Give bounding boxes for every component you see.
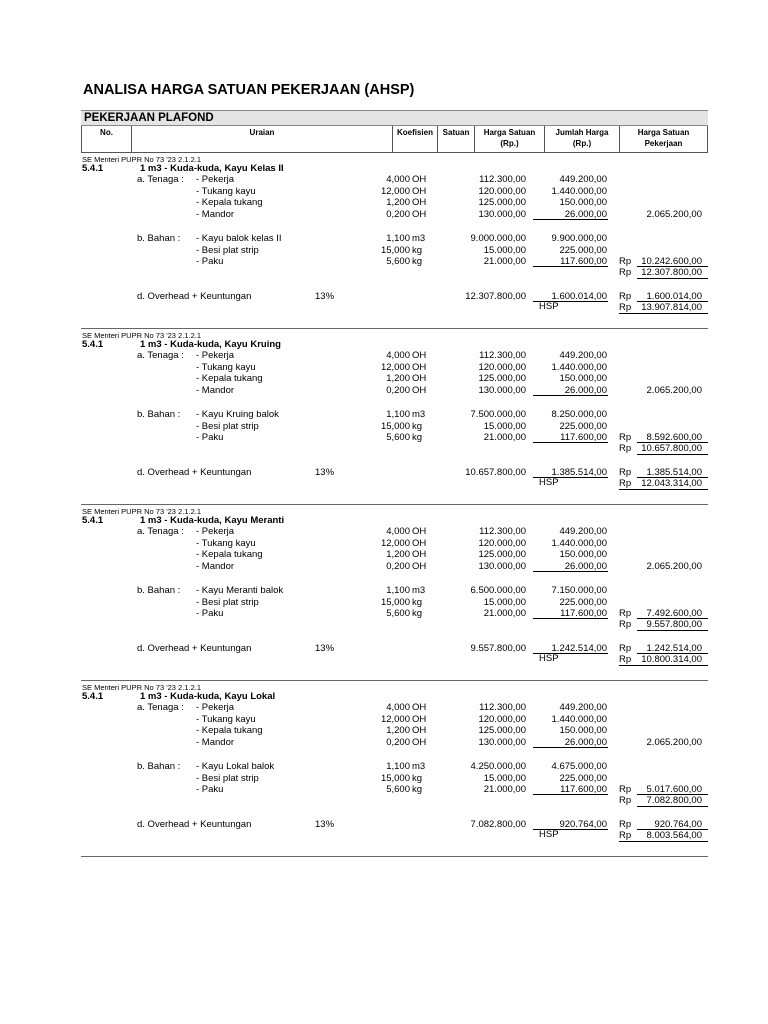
- tenaga-koef: 0,200: [386, 736, 410, 748]
- tenaga-koef: 0,200: [386, 560, 410, 572]
- analysis-section: [81, 153, 708, 329]
- tenaga-koef: 12,000: [380, 713, 410, 725]
- bahan-item: - Paku: [196, 784, 224, 796]
- tenaga-koef: 12,000: [380, 361, 410, 373]
- item-code: 5.4.1: [82, 515, 104, 526]
- tenaga-total: 2.065.200,00: [646, 209, 702, 220]
- tenaga-satuan: OH: [412, 725, 427, 737]
- tenaga-item: - Kepala tukang: [196, 549, 263, 561]
- underline: [533, 442, 608, 443]
- bahan-koef: 15,000: [380, 772, 410, 784]
- col-harga-satuan: Harga Satuan (Rp.): [474, 126, 544, 152]
- bahan-jumlah: 8.250.000,00: [551, 409, 607, 420]
- bahan-satuan: kg: [412, 420, 423, 432]
- bahan-koef: 15,000: [380, 420, 410, 432]
- tenaga-jumlah: 150.000,00: [559, 725, 607, 737]
- bahan-satuan: kg: [412, 608, 423, 620]
- tenaga-jumlah: 449.200,00: [559, 702, 607, 713]
- bahan-koef: 15,000: [380, 596, 410, 608]
- bahan-jumlah: 4.675.000,00: [551, 761, 607, 772]
- rp-label: Rp: [619, 784, 632, 795]
- bahan-jumlah: 225.000,00: [559, 244, 607, 256]
- tenaga-satuan: OH: [412, 185, 427, 197]
- tenaga-harga: 112.300,00: [479, 174, 526, 185]
- rp-label: Rp: [619, 608, 632, 619]
- underline: [637, 806, 708, 807]
- overhead-label: d. Overhead + Keuntungan: [137, 819, 252, 830]
- tenaga-harga: 130.000,00: [478, 208, 526, 220]
- bahan-satuan: kg: [412, 432, 423, 444]
- tenaga-koef: 4,000: [386, 350, 410, 361]
- overhead-percent: 13%: [315, 467, 335, 478]
- tenaga-koef: 12,000: [380, 537, 410, 549]
- bahan-item: - Paku: [196, 432, 224, 444]
- bahan-label: b. Bahan :: [137, 585, 181, 596]
- tenaga-satuan: OH: [412, 197, 427, 209]
- overhead-amount: 1.385.514,00: [551, 467, 607, 478]
- tenaga-label: a. Tenaga :: [137, 174, 184, 185]
- tenaga-item: - Kepala tukang: [196, 725, 263, 737]
- tenaga-item: - Tukang kayu: [196, 185, 256, 197]
- overhead-base: 9.557.800,00: [470, 643, 526, 654]
- underline: [533, 219, 608, 220]
- tenaga-label: a. Tenaga :: [137, 526, 184, 537]
- overhead-label: d. Overhead + Keuntungan: [137, 467, 252, 478]
- bahan-label: b. Bahan :: [137, 761, 181, 772]
- tenaga-jumlah: 1.440.000,00: [551, 185, 607, 197]
- tenaga-jumlah: 1.440.000,00: [551, 361, 607, 373]
- bahan-jumlah: 225.000,00: [559, 420, 607, 432]
- col-jumlah-harga: Jumlah Harga (Rp.): [544, 126, 619, 152]
- bahan-satuan: m3: [412, 409, 426, 420]
- page-title: ANALISA HARGA SATUAN PEKERJAAN (AHSP): [83, 82, 415, 98]
- item-name: 1 m3 - Kuda-kuda, Kayu Kelas II: [140, 163, 284, 174]
- item-code: 5.4.1: [82, 691, 104, 702]
- tenaga-koef: 1,200: [386, 373, 410, 385]
- hsp-label: HSP: [539, 301, 559, 312]
- bahan-jumlah: 117.600,00: [560, 784, 607, 796]
- tenaga-satuan: OH: [412, 526, 427, 537]
- bahan-jumlah: 7.150.000,00: [551, 585, 607, 596]
- tenaga-jumlah: 1.440.000,00: [551, 713, 607, 725]
- hsp-label: HSP: [539, 477, 559, 488]
- bahan-harga: 21.000,00: [483, 608, 526, 620]
- bahan-satuan: kg: [412, 596, 423, 608]
- tenaga-jumlah: 449.200,00: [559, 174, 607, 185]
- tenaga-harga: 130.000,00: [478, 560, 526, 572]
- overhead-base: 7.082.800,00: [470, 819, 526, 830]
- tenaga-item: - Mandor: [196, 384, 235, 396]
- underline: [533, 794, 608, 795]
- bahan-harga: 15.000,00: [483, 244, 526, 256]
- item-name: 1 m3 - Kuda-kuda, Kayu Lokal: [140, 691, 276, 702]
- bahan-total: 10.242.600,00: [641, 256, 702, 267]
- tenaga-item: - Pekerja: [196, 526, 235, 537]
- rp-label: Rp: [619, 432, 632, 443]
- bahan-harga: 21.000,00: [483, 256, 526, 268]
- col-harga-pekerjaan: Harga Satuan Pekerjaan: [619, 126, 708, 152]
- tenaga-item: - Pekerja: [196, 174, 235, 185]
- bahan-koef: 1,100: [386, 409, 410, 420]
- hsp-label: HSP: [539, 653, 559, 664]
- tenaga-harga: 112.300,00: [479, 350, 526, 361]
- tenaga-item: - Mandor: [196, 736, 235, 748]
- tenaga-koef: 1,200: [386, 549, 410, 561]
- col-koefisien: Koefisien: [392, 126, 437, 152]
- ahsp-sheet: [81, 110, 708, 857]
- tenaga-koef: 1,200: [386, 197, 410, 209]
- tenaga-harga: 112.300,00: [479, 526, 526, 537]
- bahan-item: - Paku: [196, 608, 224, 620]
- underline: [637, 278, 708, 279]
- tenaga-harga: 120.000,00: [478, 185, 526, 197]
- tenaga-satuan: OH: [412, 549, 427, 561]
- bahan-satuan: kg: [412, 256, 423, 268]
- underline: [533, 618, 608, 619]
- col-satuan: Satuan: [437, 126, 474, 152]
- bahan-satuan: kg: [412, 244, 423, 256]
- bahan-koef: 1,100: [386, 761, 410, 772]
- tenaga-koef: 4,000: [386, 526, 410, 537]
- tenaga-item: - Pekerja: [196, 350, 235, 361]
- tenaga-satuan: OH: [412, 560, 427, 572]
- hsp-total: 12.043.314,00: [641, 478, 702, 489]
- bahan-item: - Besi plat strip: [196, 420, 259, 432]
- tenaga-jumlah: 449.200,00: [559, 350, 607, 361]
- bahan-harga: 15.000,00: [483, 772, 526, 784]
- bahan-harga: 21.000,00: [483, 784, 526, 796]
- col-no: No.: [81, 126, 131, 152]
- underline: [619, 841, 708, 842]
- overhead-percent: 13%: [315, 643, 335, 654]
- tenaga-item: - Mandor: [196, 208, 235, 220]
- tenaga-koef: 0,200: [386, 208, 410, 220]
- rp-label: Rp: [619, 643, 632, 654]
- reference-note: SE Menteri PUPR No 73 '23 2.1.2.1: [82, 155, 201, 164]
- bahan-jumlah: 117.600,00: [560, 608, 607, 620]
- tenaga-koef: 4,000: [386, 702, 410, 713]
- rp-label: Rp: [619, 830, 632, 841]
- overhead-total: 1.385.514,00: [646, 467, 702, 478]
- underline: [637, 630, 708, 631]
- tenaga-satuan: OH: [412, 350, 427, 361]
- analysis-section: [81, 681, 708, 857]
- bahan-item: - Besi plat strip: [196, 772, 259, 784]
- bahan-koef: 5,600: [386, 256, 410, 268]
- rp-label: Rp: [619, 291, 632, 302]
- overhead-amount: 920.764,00: [559, 819, 607, 830]
- bahan-harga: 7.500.000,00: [470, 409, 526, 420]
- underline: [619, 313, 708, 314]
- bahan-koef: 15,000: [380, 244, 410, 256]
- tenaga-jumlah: 150.000,00: [559, 197, 607, 209]
- rp-label: Rp: [619, 302, 632, 313]
- bahan-koef: 1,100: [386, 585, 410, 596]
- category-header: PEKERJAAN PLAFOND: [81, 110, 708, 126]
- bahan-item: - Besi plat strip: [196, 244, 259, 256]
- tenaga-jumlah: 150.000,00: [559, 373, 607, 385]
- tenaga-satuan: OH: [412, 208, 427, 220]
- item-code: 5.4.1: [82, 339, 104, 350]
- tenaga-koef: 0,200: [386, 384, 410, 396]
- tenaga-satuan: OH: [412, 736, 427, 748]
- tenaga-item: - Tukang kayu: [196, 361, 256, 373]
- tenaga-item: - Pekerja: [196, 702, 235, 713]
- bahan-harga: 9.000.000,00: [470, 233, 526, 244]
- underline: [637, 454, 708, 455]
- tenaga-jumlah: 449.200,00: [559, 526, 607, 537]
- tenaga-item: - Tukang kayu: [196, 713, 256, 725]
- bahan-jumlah: 117.600,00: [560, 432, 607, 444]
- tenaga-satuan: OH: [412, 713, 427, 725]
- reference-note: SE Menteri PUPR No 73 '23 2.1.2.1: [82, 683, 201, 692]
- bahan-satuan: m3: [412, 585, 426, 596]
- bahan-koef: 1,100: [386, 233, 410, 244]
- bahan-harga: 4.250.000,00: [470, 761, 526, 772]
- tenaga-jumlah: 26.000,00: [564, 736, 607, 748]
- tenaga-item: - Kepala tukang: [196, 197, 263, 209]
- tenaga-harga: 120.000,00: [478, 361, 526, 373]
- item-name: 1 m3 - Kuda-kuda, Kayu Kruing: [140, 339, 281, 350]
- bahan-satuan: m3: [412, 761, 426, 772]
- tenaga-total: 2.065.200,00: [646, 737, 702, 748]
- tenaga-total: 2.065.200,00: [646, 561, 702, 572]
- bahan-satuan: kg: [412, 784, 423, 796]
- underline: [619, 489, 708, 490]
- bahan-satuan: kg: [412, 772, 423, 784]
- overhead-percent: 13%: [315, 291, 335, 302]
- overhead-amount: 1.600.014,00: [551, 291, 607, 302]
- overhead-amount: 1.242.514,00: [551, 643, 607, 654]
- bahan-label: b. Bahan :: [137, 233, 181, 244]
- subtotal: 10.657.800,00: [641, 443, 702, 454]
- underline: [533, 266, 608, 267]
- rp-label: Rp: [619, 654, 632, 665]
- subtotal: 12.307.800,00: [641, 267, 702, 278]
- bahan-jumlah: 9.900.000,00: [551, 233, 607, 244]
- overhead-label: d. Overhead + Keuntungan: [137, 291, 252, 302]
- tenaga-harga: 125.000,00: [478, 197, 526, 209]
- bahan-koef: 5,600: [386, 608, 410, 620]
- underline: [619, 665, 708, 666]
- bahan-total: 7.492.600,00: [646, 608, 702, 619]
- item-code: 5.4.1: [82, 163, 104, 174]
- bahan-koef: 5,600: [386, 784, 410, 796]
- bahan-item: - Paku: [196, 256, 224, 268]
- bahan-jumlah: 225.000,00: [559, 596, 607, 608]
- bahan-harga: 6.500.000,00: [470, 585, 526, 596]
- overhead-percent: 13%: [315, 819, 335, 830]
- bahan-jumlah: 225.000,00: [559, 772, 607, 784]
- tenaga-satuan: OH: [412, 702, 427, 713]
- tenaga-satuan: OH: [412, 373, 427, 385]
- rp-label: Rp: [619, 467, 632, 478]
- tenaga-harga: 125.000,00: [478, 373, 526, 385]
- tenaga-jumlah: 150.000,00: [559, 549, 607, 561]
- bahan-item: - Kayu balok kelas II: [196, 233, 282, 244]
- tenaga-jumlah: 26.000,00: [564, 384, 607, 396]
- analysis-section: [81, 329, 708, 505]
- tenaga-label: a. Tenaga :: [137, 350, 184, 361]
- underline: [533, 747, 608, 748]
- rp-label: Rp: [619, 267, 632, 278]
- rp-label: Rp: [619, 443, 632, 454]
- tenaga-item: - Kepala tukang: [196, 373, 263, 385]
- reference-note: SE Menteri PUPR No 73 '23 2.1.2.1: [82, 507, 201, 516]
- hsp-total: 10.800.314,00: [641, 654, 702, 665]
- tenaga-harga: 130.000,00: [478, 384, 526, 396]
- subtotal: 9.557.800,00: [646, 619, 702, 630]
- underline: [533, 571, 608, 572]
- bahan-total: 5.017.600,00: [646, 784, 702, 795]
- analysis-section: [81, 505, 708, 681]
- bahan-satuan: m3: [412, 233, 426, 244]
- tenaga-koef: 12,000: [380, 185, 410, 197]
- bahan-item: - Kayu Meranti balok: [196, 585, 284, 596]
- bahan-harga: 15.000,00: [483, 420, 526, 432]
- rp-label: Rp: [619, 795, 632, 806]
- tenaga-satuan: OH: [412, 537, 427, 549]
- tenaga-harga: 125.000,00: [478, 725, 526, 737]
- bahan-item: - Besi plat strip: [196, 596, 259, 608]
- bahan-total: 8.592.600,00: [646, 432, 702, 443]
- overhead-base: 10.657.800,00: [465, 467, 526, 478]
- subtotal: 7.082.800,00: [646, 795, 702, 806]
- tenaga-harga: 120.000,00: [478, 713, 526, 725]
- reference-note: SE Menteri PUPR No 73 '23 2.1.2.1: [82, 331, 201, 340]
- tenaga-label: a. Tenaga :: [137, 702, 184, 713]
- overhead-base: 12.307.800,00: [465, 291, 526, 302]
- tenaga-jumlah: 26.000,00: [564, 560, 607, 572]
- bahan-harga: 21.000,00: [483, 432, 526, 444]
- tenaga-satuan: OH: [412, 384, 427, 396]
- bahan-jumlah: 117.600,00: [560, 256, 607, 268]
- underline: [533, 395, 608, 396]
- tenaga-harga: 125.000,00: [478, 549, 526, 561]
- bahan-koef: 5,600: [386, 432, 410, 444]
- tenaga-harga: 112.300,00: [479, 702, 526, 713]
- table-header: [81, 126, 708, 153]
- tenaga-koef: 4,000: [386, 174, 410, 185]
- tenaga-satuan: OH: [412, 361, 427, 373]
- tenaga-satuan: OH: [412, 174, 427, 185]
- overhead-total: 920.764,00: [654, 819, 702, 830]
- tenaga-jumlah: 26.000,00: [564, 208, 607, 220]
- bahan-item: - Kayu Lokal balok: [196, 761, 275, 772]
- tenaga-koef: 1,200: [386, 725, 410, 737]
- bahan-label: b. Bahan :: [137, 409, 181, 420]
- tenaga-harga: 130.000,00: [478, 736, 526, 748]
- sections-container: [81, 153, 708, 857]
- rp-label: Rp: [619, 619, 632, 630]
- rp-label: Rp: [619, 256, 632, 267]
- col-uraian: Uraian: [131, 126, 392, 152]
- overhead-label: d. Overhead + Keuntungan: [137, 643, 252, 654]
- bahan-item: - Kayu Kruing balok: [196, 409, 279, 420]
- tenaga-item: - Mandor: [196, 560, 235, 572]
- hsp-total: 8.003.564,00: [646, 830, 702, 841]
- overhead-total: 1.600.014,00: [646, 291, 702, 302]
- item-name: 1 m3 - Kuda-kuda, Kayu Meranti: [140, 515, 285, 526]
- tenaga-item: - Tukang kayu: [196, 537, 256, 549]
- tenaga-total: 2.065.200,00: [646, 385, 702, 396]
- bahan-harga: 15.000,00: [483, 596, 526, 608]
- tenaga-jumlah: 1.440.000,00: [551, 537, 607, 549]
- hsp-total: 13.907.814,00: [641, 302, 702, 313]
- tenaga-harga: 120.000,00: [478, 537, 526, 549]
- overhead-total: 1.242.514,00: [646, 643, 702, 654]
- hsp-label: HSP: [539, 829, 559, 840]
- rp-label: Rp: [619, 478, 632, 489]
- rp-label: Rp: [619, 819, 632, 830]
